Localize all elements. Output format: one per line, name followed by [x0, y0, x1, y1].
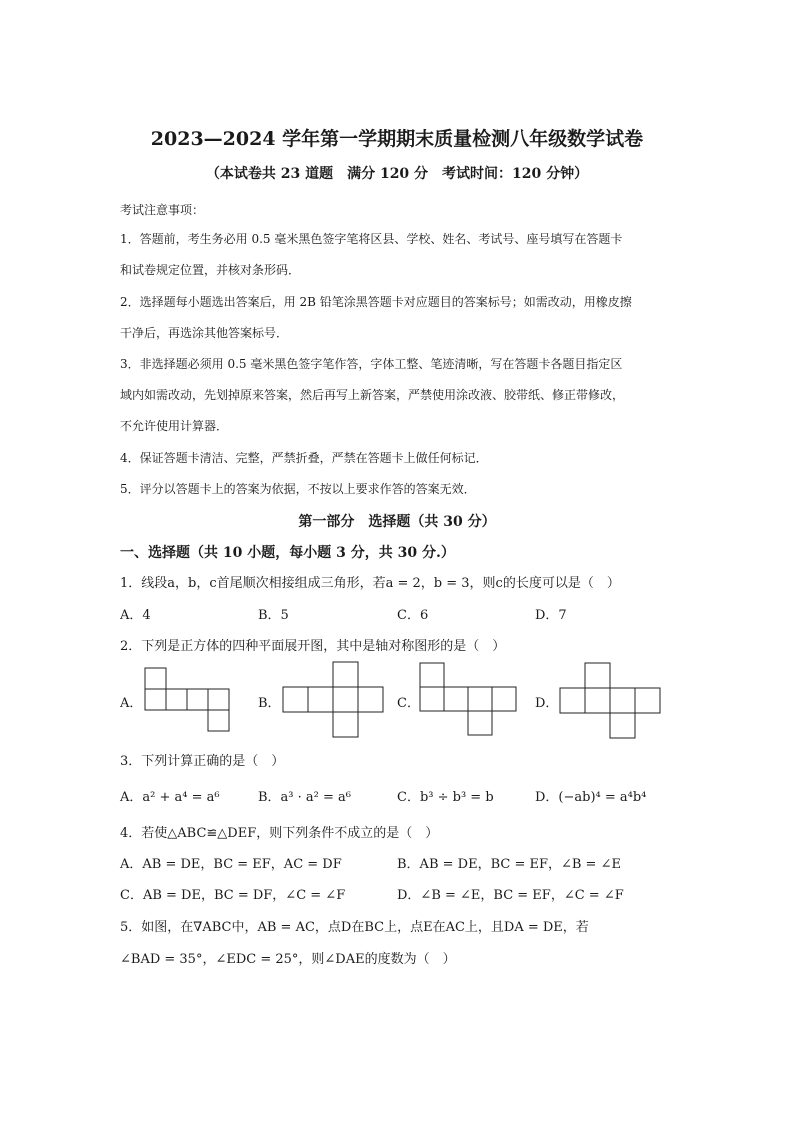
q1-option-b: B．5 [258, 608, 289, 623]
q4-option-c: C．AB = DE，BC = DF，∠C = ∠F [120, 888, 346, 903]
cube-net-c-figure [420, 662, 524, 738]
notice-line: 4．保证答题卡清洁、完整，严禁折叠，严禁在答题卡上做任何标记． [120, 451, 488, 465]
notice-line: 2．选择题每小题选出答案后，用 2B 铅笔涂黑答题卡对应题目的答案标号；如需改动，用橡皮擦 [120, 295, 632, 309]
q3-option-b: B．a³ · a² = a⁶ [258, 790, 351, 805]
q2-option-c: C． [397, 696, 420, 711]
notice-line: 干净后，再选涂其他答案标号． [120, 326, 289, 340]
q4-option-b: B．AB = DE，BC = EF，∠B = ∠E [397, 857, 621, 872]
question-1-stem: 1．线段a，b，c首尾顺次相接组成三角形，若a = 2，b = 3，则c的长度可以是（ ） [120, 576, 620, 591]
q4-option-a: A．AB = DE，BC = EF，AC = DF [120, 857, 342, 872]
q4-option-d: D．∠B = ∠E，BC = EF，∠C = ∠F [397, 888, 624, 903]
part-heading: 一、选择题（共 10 小题，每小题 3 分，共 30 分.） [120, 545, 455, 561]
notice-line: 域内如需改动，先划掉原来答案，然后再写上新答案，严禁使用涂改液、胶带纸、修正带修改， [120, 388, 625, 402]
question-5-stem-line-2: ∠BAD = 35°，∠EDC = 25°，则∠DAE的度数为（ ） [120, 952, 456, 967]
section-title: 第一部分 选择题（共 30 分） [298, 514, 496, 530]
exam-title: 2023—2024 学年第一学期期末质量检测八年级数学试卷 [150, 128, 644, 150]
q3-option-d: D．(−ab)⁴ = a⁴b⁴ [535, 790, 647, 805]
question-3-stem: 3．下列计算正确的是（ ） [120, 754, 285, 769]
cube-net-a-figure [144, 667, 234, 733]
exam-subtitle: （本试卷共 23 道题 满分 120 分 考试时间：120 分钟） [205, 166, 589, 182]
notice-line: 3．非选择题必须用 0.5 毫米黑色签字笔作答，字体工整、笔迹清晰，写在答题卡各题目指定区 [120, 357, 623, 371]
q1-option-c: C．6 [397, 608, 429, 623]
notice-line: 和试卷规定位置，并核对条形码． [120, 263, 301, 277]
notice-line: 5．评分以答题卡上的答案为依据，不按以上要求作答的答案无效． [120, 482, 476, 496]
q1-option-a: A．4 [120, 608, 151, 623]
q2-option-b: B． [258, 696, 281, 711]
q2-option-d: D． [535, 696, 559, 711]
q1-option-d: D．7 [535, 608, 567, 623]
question-2-stem: 2．下列是正方体的四种平面展开图，其中是轴对称图形的是（ ） [120, 639, 506, 654]
q3-option-c: C．b³ ÷ b³ = b [397, 790, 494, 805]
q2-option-a: A． [120, 696, 143, 711]
notice-line: 不允许使用计算器． [120, 419, 229, 433]
q3-option-a: A．a² + a⁴ = a⁶ [120, 790, 220, 805]
notice-heading: 考试注意事项： [120, 203, 205, 217]
notice-line: 1．答题前，考生务必用 0.5 毫米黑色签字笔将区县、学校、姓名、考试号、座号填写在答题卡 [120, 232, 623, 246]
question-4-stem: 4．若使△ABC≌△DEF，则下列条件不成立的是（ ） [120, 826, 439, 841]
question-5-stem-line-1: 5．如图，在∇ABC中，AB = AC，点D在BC上，点E在AC上，且DA = DE，若 [120, 920, 589, 935]
cube-net-b-figure [283, 661, 393, 737]
cube-net-d-figure [560, 662, 664, 738]
